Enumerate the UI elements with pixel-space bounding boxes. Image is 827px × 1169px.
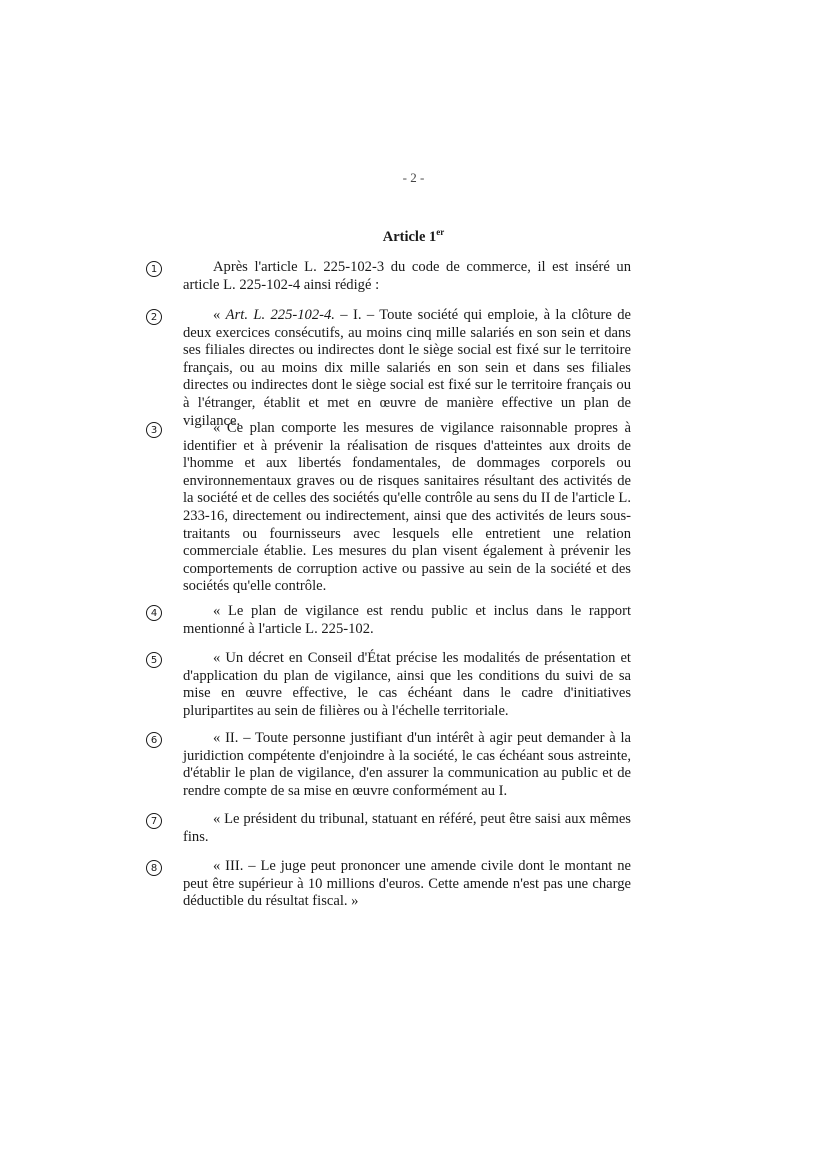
article-title-superscript: er bbox=[436, 227, 445, 238]
paragraph-2 bbox=[183, 307, 631, 430]
paragraph-text: « II. – Toute personne justifiant d'un intérêt à agir peut demander à la juridiction compétente d'enjoindre à la société, le cas échéant sous astreinte, d'établir le plan de vigilance, d'en assurer la communication au public et de rendre compte de sa mise en œuvre conformément au I. bbox=[183, 730, 631, 799]
paragraph-text: « Le président du tribunal, statuant en référé, peut être saisi aux mêmes fins. bbox=[183, 811, 631, 845]
article-reference: Art. L. 225-102-4. bbox=[225, 307, 335, 323]
paragraph-number-4: 4 bbox=[146, 605, 162, 621]
paragraph-3 bbox=[183, 420, 631, 596]
paragraph-number-1: 1 bbox=[146, 261, 162, 277]
paragraph-6 bbox=[183, 730, 631, 800]
paragraph-text: « Ce plan comporte les mesures de vigilance raisonnable propres à identifier et à prévenir la réalisation de risques d'atteintes aux droits de l'homme et aux libertés fondamentales, de dommages corporels ou environnementaux graves ou de risques sanitaires résultant des activités de la société et de celles des sociétés qu'elle contrôle au sens du II de l'article L. 233-16, directement ou indirectement, ainsi que des activités de leurs sous-traitants ou fournisseurs avec lesquels elle entretient une relation commerciale établie. Les mesures du plan visent également à prévenir les comportements de corruption active ou passive au sein de la société et des sociétés qu'elle contrôle. bbox=[183, 420, 631, 595]
paragraph-number-6: 6 bbox=[146, 732, 162, 748]
quote-open: « bbox=[213, 307, 226, 323]
paragraph-number-8: 8 bbox=[146, 860, 162, 876]
page-number: - 2 - bbox=[402, 170, 425, 185]
paragraph-number-5: 5 bbox=[146, 652, 162, 668]
paragraph-8 bbox=[183, 858, 631, 911]
paragraph-text bbox=[183, 307, 631, 430]
paragraph-text: « III. – Le juge peut prononcer une amende civile dont le montant ne peut être supérieur à 10 millions d'euros. Cette amende n'est pas une charge déductible du résultat fiscal. » bbox=[183, 858, 631, 910]
paragraph-5 bbox=[183, 650, 631, 720]
paragraph-text: « Un décret en Conseil d'État précise les modalités de présentation et d'application du plan de vigilance, ainsi que les conditions du suivi de sa mise en œuvre effective, le cas échéant dans le cadre d'initiatives pluripartites au sein de filières ou à l'échelle territoriale. bbox=[183, 650, 631, 719]
paragraph-text: « Le plan de vigilance est rendu public et inclus dans le rapport mentionné à l'article L. 225-102. bbox=[183, 603, 631, 637]
article-title-text: Article 1 bbox=[382, 229, 437, 245]
paragraph-number-3: 3 bbox=[146, 422, 162, 438]
paragraph-4 bbox=[183, 603, 631, 638]
paragraph-text: Après l'article L. 225-102-3 du code de commerce, il est inséré un article L. 225-102-4 ainsi rédigé : bbox=[183, 259, 631, 293]
paragraph-7 bbox=[183, 811, 631, 846]
paragraph-number-2: 2 bbox=[146, 309, 162, 325]
paragraph-1 bbox=[183, 259, 631, 294]
article-title bbox=[0, 229, 827, 246]
paragraph-body: – I. – Toute société qui emploie, à la clôture de deux exercices consécutifs, au moins cinq mille salariés en son sein et dans ses filiales directes ou indirectes dont le siège social est fixé sur le territoire français, ou au moins dix mille salariés en son sein et dans ses filiales directes ou indirectes dont le siège social est fixé sur le territoire français ou à l'étranger, établit et met en œuvre de manière effective un plan de vigilance. bbox=[183, 307, 631, 429]
paragraph-number-7: 7 bbox=[146, 813, 162, 829]
